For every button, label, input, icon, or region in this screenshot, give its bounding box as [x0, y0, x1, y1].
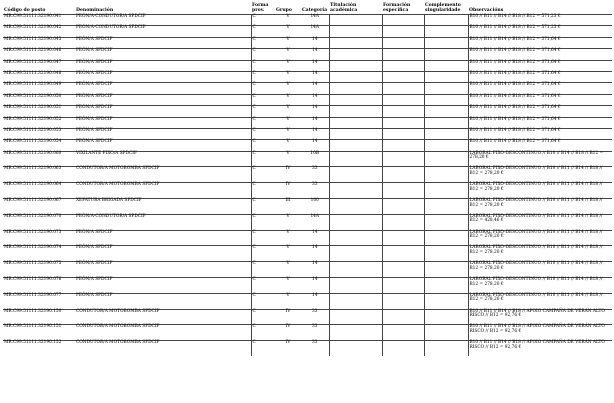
cell-titulacion	[329, 309, 382, 325]
cell-complemento	[424, 293, 468, 309]
cell-category: 14	[301, 230, 329, 246]
cell-observaciones: LABORAL FIXO-DESCONTINUO // B10 // B11 // B14 // B18 // B12 = 278,20 €	[468, 246, 612, 262]
cell-titulacion	[329, 151, 382, 167]
cell-name: PEÓN/A SPDCIF	[75, 117, 251, 128]
cell-form: C	[251, 106, 275, 117]
table-row	[3, 309, 612, 325]
cell-observaciones: B10 // B11 // B14 // B18 // B12 = 571,23 €	[468, 26, 612, 37]
cell-name: PEÓN/A SPDCIF	[75, 71, 251, 82]
cell-category: 14	[301, 60, 329, 71]
cell-form: C	[251, 309, 275, 325]
cell-observaciones: LABORAL FIXO-DESCONTINUO // B10 // B14 // B18 // B12 = 278,20 €	[468, 151, 612, 167]
cell-name: PEÓN/A SPDCIF	[75, 94, 251, 105]
cell-formacion	[382, 167, 424, 183]
cell-category: 14	[301, 140, 329, 151]
cell-name: PEÓN/A SPDCIF	[75, 278, 251, 294]
cell-code: MR.C99.51111.32190.051	[3, 106, 75, 117]
cell-code: MR.C99.51111.32190.048	[3, 71, 75, 82]
table-row	[3, 246, 612, 262]
cell-titulacion	[329, 94, 382, 105]
cell-category: 14	[301, 94, 329, 105]
cell-titulacion	[329, 106, 382, 117]
cell-titulacion	[329, 128, 382, 139]
cell-code: MR.C99.51111.32190.076	[3, 278, 75, 294]
cell-category: 33	[301, 183, 329, 199]
cell-titulacion	[329, 71, 382, 82]
cell-complemento	[424, 167, 468, 183]
cell-group: IV	[275, 167, 301, 183]
cell-formacion	[382, 230, 424, 246]
table-row	[3, 94, 612, 105]
table-row	[3, 183, 612, 199]
cell-group: V	[275, 128, 301, 139]
cell-complemento	[424, 15, 468, 26]
cell-category: 14A	[301, 26, 329, 37]
cell-form: C	[251, 325, 275, 341]
cell-complemento	[424, 140, 468, 151]
header-observaciones: Observacións	[469, 7, 504, 13]
cell-group: V	[275, 94, 301, 105]
cell-form: C	[251, 26, 275, 37]
cell-group: V	[275, 49, 301, 60]
cell-complemento	[424, 71, 468, 82]
cell-complemento	[424, 37, 468, 48]
cell-name: PEÓN/A SPDCIF	[75, 106, 251, 117]
cell-category: 10B	[301, 151, 329, 167]
cell-observaciones: LABORAL FIXO-DESCONTINUO // B10 // B11 // B14 // B18 // B12 = 278,20 €	[468, 262, 612, 278]
table-header-row	[3, 0, 612, 15]
cell-category: 14A	[301, 214, 329, 230]
positions-table	[3, 0, 612, 356]
cell-group: III	[275, 199, 301, 215]
cell-observaciones: B10 // B11 // B14 // B18 // APOIO CAMPAÑA DE VERÁN ALTO RISCO // B12 = 92,76 €	[468, 341, 612, 356]
cell-observaciones: B10 // B11 // B14 // B18 // APOIO CAMPAÑA DE VERÁN ALTO RISCO // B12 = 92,76 €	[468, 309, 612, 325]
cell-name: PEÓN/A-CONDUTOR/A SPDCIF	[75, 26, 251, 37]
cell-formacion	[382, 214, 424, 230]
cell-group: V	[275, 246, 301, 262]
cell-code: MR.C99.51111.32190.152	[3, 341, 75, 356]
cell-observaciones: LABORAL FIXO-DESCONTINUO // B10 // B11 // B14 // B18 // B12 = 278,20 €	[468, 293, 612, 309]
cell-group: V	[275, 71, 301, 82]
cell-form: C	[251, 199, 275, 215]
table-row	[3, 140, 612, 151]
cell-category: 14	[301, 278, 329, 294]
cell-complemento	[424, 214, 468, 230]
cell-observaciones: B10 // B11 // B14 // B18 // B12 = 371,64 €	[468, 83, 612, 94]
cell-titulacion	[329, 199, 382, 215]
cell-name: PEÓN/A SPDCIF	[75, 293, 251, 309]
cell-observaciones: B10 // B11 // B14 // B18 // B12 = 371,64 €	[468, 71, 612, 82]
table-row	[3, 151, 612, 167]
cell-group: IV	[275, 183, 301, 199]
cell-observaciones: LABORAL FIXO-DESCONTINUO // B10 // B11 // B14 // B18 // B12 = 278,20 €	[468, 278, 612, 294]
cell-form: C	[251, 341, 275, 356]
cell-group: IV	[275, 341, 301, 356]
cell-observaciones: B10 // B11 // B14 // B18 // B12 = 571,23 €	[468, 15, 612, 26]
cell-observaciones: LABORAL FIXO-DESCONTINUO // B10 // B11 // B14 // B18 // B12 = 428,46 €	[468, 214, 612, 230]
cell-category: 33	[301, 309, 329, 325]
table-row	[3, 293, 612, 309]
cell-form: C	[251, 246, 275, 262]
cell-code: MR.C99.51111.32190.053	[3, 128, 75, 139]
cell-group: V	[275, 293, 301, 309]
cell-titulacion	[329, 262, 382, 278]
cell-form: C	[251, 151, 275, 167]
cell-titulacion	[329, 167, 382, 183]
table-row	[3, 60, 612, 71]
table-row	[3, 26, 612, 37]
cell-category: 14A	[301, 15, 329, 26]
cell-name: PEÓN/A SPDCIF	[75, 49, 251, 60]
cell-code: MR.C99.51111.32190.041	[3, 15, 75, 26]
header-group: Grupo	[276, 7, 292, 13]
cell-code: MR.C99.51111.32190.077	[3, 293, 75, 309]
cell-name: PEÓN/A SPDCIF	[75, 83, 251, 94]
cell-code: MR.C99.51111.32190.052	[3, 117, 75, 128]
cell-code: MR.C99.51111.32190.050	[3, 94, 75, 105]
cell-formacion	[382, 140, 424, 151]
cell-formacion	[382, 325, 424, 341]
cell-name: CONDUTOR/A MOTOBOMBA SPDCIF	[75, 309, 251, 325]
cell-form: C	[251, 183, 275, 199]
cell-formacion	[382, 183, 424, 199]
cell-titulacion	[329, 26, 382, 37]
cell-group: V	[275, 140, 301, 151]
cell-observaciones: B10 // B11 // B14 // B18 // B12 = 371,64 €	[468, 128, 612, 139]
cell-formacion	[382, 106, 424, 117]
cell-formacion	[382, 117, 424, 128]
cell-category: 33	[301, 167, 329, 183]
table-row	[3, 37, 612, 48]
cell-name: PEÓN/A SPDCIF	[75, 262, 251, 278]
cell-observaciones: B10 // B11 // B14 // B18 // B12 = 371,64 €	[468, 37, 612, 48]
table-row	[3, 262, 612, 278]
cell-formacion	[382, 49, 424, 60]
cell-code: MR.C99.51111.32190.070	[3, 214, 75, 230]
cell-category: 14	[301, 83, 329, 94]
table-row	[3, 117, 612, 128]
table-row	[3, 214, 612, 230]
cell-form: C	[251, 37, 275, 48]
cell-formacion	[382, 26, 424, 37]
cell-titulacion	[329, 15, 382, 26]
cell-form: C	[251, 167, 275, 183]
cell-code: MR.C99.51111.32190.046	[3, 49, 75, 60]
cell-name: PEÓN/A-CONDUTOR/A SPDCIF	[75, 15, 251, 26]
cell-titulacion	[329, 293, 382, 309]
cell-form: C	[251, 15, 275, 26]
cell-category: 14	[301, 128, 329, 139]
cell-code: MR.C99.51111.32190.074	[3, 246, 75, 262]
cell-code: MR.C99.51111.32190.064	[3, 183, 75, 199]
cell-group: IV	[275, 309, 301, 325]
cell-form: C	[251, 49, 275, 60]
header-form: Forma prov.	[252, 2, 269, 13]
table-row	[3, 230, 612, 246]
cell-code: MR.C99.51111.32190.049	[3, 83, 75, 94]
cell-observaciones: B10 // B11 // B14 // B18 // B12 = 371,64 €	[468, 60, 612, 71]
cell-name: XEFATURA BRIGADA SPDCIF	[75, 199, 251, 215]
table-row	[3, 199, 612, 215]
cell-titulacion	[329, 183, 382, 199]
cell-complemento	[424, 278, 468, 294]
table-row	[3, 325, 612, 341]
cell-code: MR.C99.51111.32190.047	[3, 60, 75, 71]
cell-group: V	[275, 83, 301, 94]
cell-category: 14	[301, 246, 329, 262]
cell-formacion	[382, 151, 424, 167]
cell-observaciones: B10 // B11 // B14 // B18 // B12 = 371,64 €	[468, 117, 612, 128]
table-row	[3, 167, 612, 183]
cell-form: C	[251, 262, 275, 278]
table-row	[3, 83, 612, 94]
cell-form: C	[251, 117, 275, 128]
cell-complemento	[424, 83, 468, 94]
cell-group: V	[275, 37, 301, 48]
cell-code: MR.C99.51111.32190.063	[3, 167, 75, 183]
cell-group: V	[275, 106, 301, 117]
cell-category: 14	[301, 293, 329, 309]
cell-form: C	[251, 128, 275, 139]
cell-category: 33	[301, 325, 329, 341]
cell-name: PEÓN/A SPDCIF	[75, 140, 251, 151]
cell-formacion	[382, 278, 424, 294]
cell-formacion	[382, 60, 424, 71]
cell-group: V	[275, 278, 301, 294]
cell-observaciones: B10 // B11 // B14 // B18 // B12 = 371,64 €	[468, 106, 612, 117]
cell-formacion	[382, 293, 424, 309]
cell-complemento	[424, 325, 468, 341]
cell-formacion	[382, 199, 424, 215]
cell-complemento	[424, 94, 468, 105]
cell-titulacion	[329, 278, 382, 294]
cell-formacion	[382, 94, 424, 105]
cell-titulacion	[329, 60, 382, 71]
header-code: Código do posto	[4, 7, 46, 13]
cell-complemento	[424, 106, 468, 117]
header-name: Denominación	[76, 7, 114, 13]
cell-formacion	[382, 246, 424, 262]
cell-formacion	[382, 71, 424, 82]
header-formacion: Formación específica	[383, 2, 411, 13]
cell-complemento	[424, 183, 468, 199]
cell-complemento	[424, 199, 468, 215]
cell-code: MR.C99.51111.32190.060	[3, 151, 75, 167]
cell-code: MR.C99.51111.32190.151	[3, 325, 75, 341]
cell-titulacion	[329, 83, 382, 94]
cell-name: VIXILANTE FIXO/A SPDCIF	[75, 151, 251, 167]
cell-form: C	[251, 71, 275, 82]
cell-titulacion	[329, 214, 382, 230]
cell-formacion	[382, 262, 424, 278]
table-row	[3, 278, 612, 294]
cell-category: 14	[301, 71, 329, 82]
cell-form: C	[251, 94, 275, 105]
cell-titulacion	[329, 325, 382, 341]
cell-complemento	[424, 117, 468, 128]
cell-complemento	[424, 128, 468, 139]
header-titulacion: Titulación académica	[330, 2, 358, 13]
cell-category: 14	[301, 117, 329, 128]
cell-observaciones: B10 // B11 // B14 // B18 // APOIO CAMPAÑA DE VERÁN ALTO RISCO // B12 = 92,76 €	[468, 325, 612, 341]
cell-formacion	[382, 37, 424, 48]
cell-category: 33	[301, 341, 329, 356]
cell-form: C	[251, 293, 275, 309]
cell-titulacion	[329, 230, 382, 246]
cell-form: C	[251, 214, 275, 230]
cell-group: V	[275, 262, 301, 278]
cell-complemento	[424, 151, 468, 167]
header-category: Categoría	[302, 7, 328, 13]
cell-category: 14	[301, 49, 329, 60]
cell-titulacion	[329, 341, 382, 356]
cell-form: C	[251, 278, 275, 294]
cell-code: MR.C99.51111.32190.042	[3, 26, 75, 37]
cell-formacion	[382, 83, 424, 94]
cell-group: V	[275, 230, 301, 246]
cell-complemento	[424, 262, 468, 278]
cell-titulacion	[329, 117, 382, 128]
cell-category: 14	[301, 262, 329, 278]
cell-name: PEÓN/A SPDCIF	[75, 60, 251, 71]
cell-category: 14	[301, 106, 329, 117]
cell-titulacion	[329, 37, 382, 48]
cell-titulacion	[329, 246, 382, 262]
cell-observaciones: B10 // B11 // B14 // B18 // B12 = 371,64 €	[468, 94, 612, 105]
cell-complemento	[424, 309, 468, 325]
cell-name: PEÓN/A SPDCIF	[75, 128, 251, 139]
cell-titulacion	[329, 140, 382, 151]
cell-complemento	[424, 246, 468, 262]
cell-observaciones: LABORAL FIXO-DESCONTINUO // B10 // B11 // B14 // B18 // B12 = 278,20 €	[468, 183, 612, 199]
cell-form: C	[251, 230, 275, 246]
table-row	[3, 49, 612, 60]
cell-complemento	[424, 49, 468, 60]
cell-observaciones: LABORAL FIXO-DESCONTINUO // B10 // B11 // B14 // B18 // B12 = 278,20 €	[468, 230, 612, 246]
cell-group: V	[275, 15, 301, 26]
cell-group: V	[275, 60, 301, 71]
header-complemento: Complemento singularidade	[425, 2, 461, 13]
cell-code: MR.C99.51111.32190.067	[3, 199, 75, 215]
cell-observaciones: LABORAL FIXO-DESCONTINUO // B10 // B11 // B14 // B18 // B12 = 278,20 €	[468, 167, 612, 183]
cell-complemento	[424, 60, 468, 71]
cell-name: CONDUTOR/A MOTOBOMBA SPDCIF	[75, 325, 251, 341]
cell-observaciones: LABORAL FIXO-DESCONTINUO // B10 // B11 // B14 // B18 // B12 = 278,20 €	[468, 199, 612, 215]
cell-category: 14	[301, 37, 329, 48]
cell-formacion	[382, 15, 424, 26]
cell-titulacion	[329, 49, 382, 60]
cell-group: V	[275, 151, 301, 167]
cell-observaciones: B10 // B11 // B14 // B18 // B12 = 371,64 €	[468, 140, 612, 151]
cell-form: C	[251, 60, 275, 71]
cell-group: IV	[275, 325, 301, 341]
cell-name: PEÓN/A SPDCIF	[75, 37, 251, 48]
cell-form: C	[251, 83, 275, 94]
cell-formacion	[382, 128, 424, 139]
cell-code: MR.C99.51111.32190.073	[3, 230, 75, 246]
cell-name: PEÓN/A SPDCIF	[75, 230, 251, 246]
table-row	[3, 341, 612, 356]
cell-code: MR.C99.51111.32190.075	[3, 262, 75, 278]
cell-group: V	[275, 214, 301, 230]
cell-name: PEÓN/A-CONDUTOR/A SPDCIF	[75, 214, 251, 230]
cell-complemento	[424, 341, 468, 356]
cell-name: CONDUTOR/A MOTOBOMBA SPDCIF	[75, 167, 251, 183]
cell-code: MR.C99.51111.32190.045	[3, 37, 75, 48]
table-row	[3, 106, 612, 117]
cell-code: MR.C99.51111.32190.054	[3, 140, 75, 151]
cell-name: CONDUTOR/A MOTOBOMBA SPDCIF	[75, 341, 251, 356]
cell-category: 100	[301, 199, 329, 215]
cell-name: CONDUTOR/A MOTOBOMBA SPDCIF	[75, 183, 251, 199]
cell-group: V	[275, 26, 301, 37]
cell-formacion	[382, 341, 424, 356]
cell-code: MR.C99.51111.32190.150	[3, 309, 75, 325]
cell-group: V	[275, 117, 301, 128]
cell-observaciones: B10 // B11 // B14 // B18 // B12 = 371,64 €	[468, 49, 612, 60]
cell-form: C	[251, 140, 275, 151]
cell-complemento	[424, 26, 468, 37]
cell-name: PEÓN/A SPDCIF	[75, 246, 251, 262]
cell-formacion	[382, 309, 424, 325]
cell-complemento	[424, 230, 468, 246]
